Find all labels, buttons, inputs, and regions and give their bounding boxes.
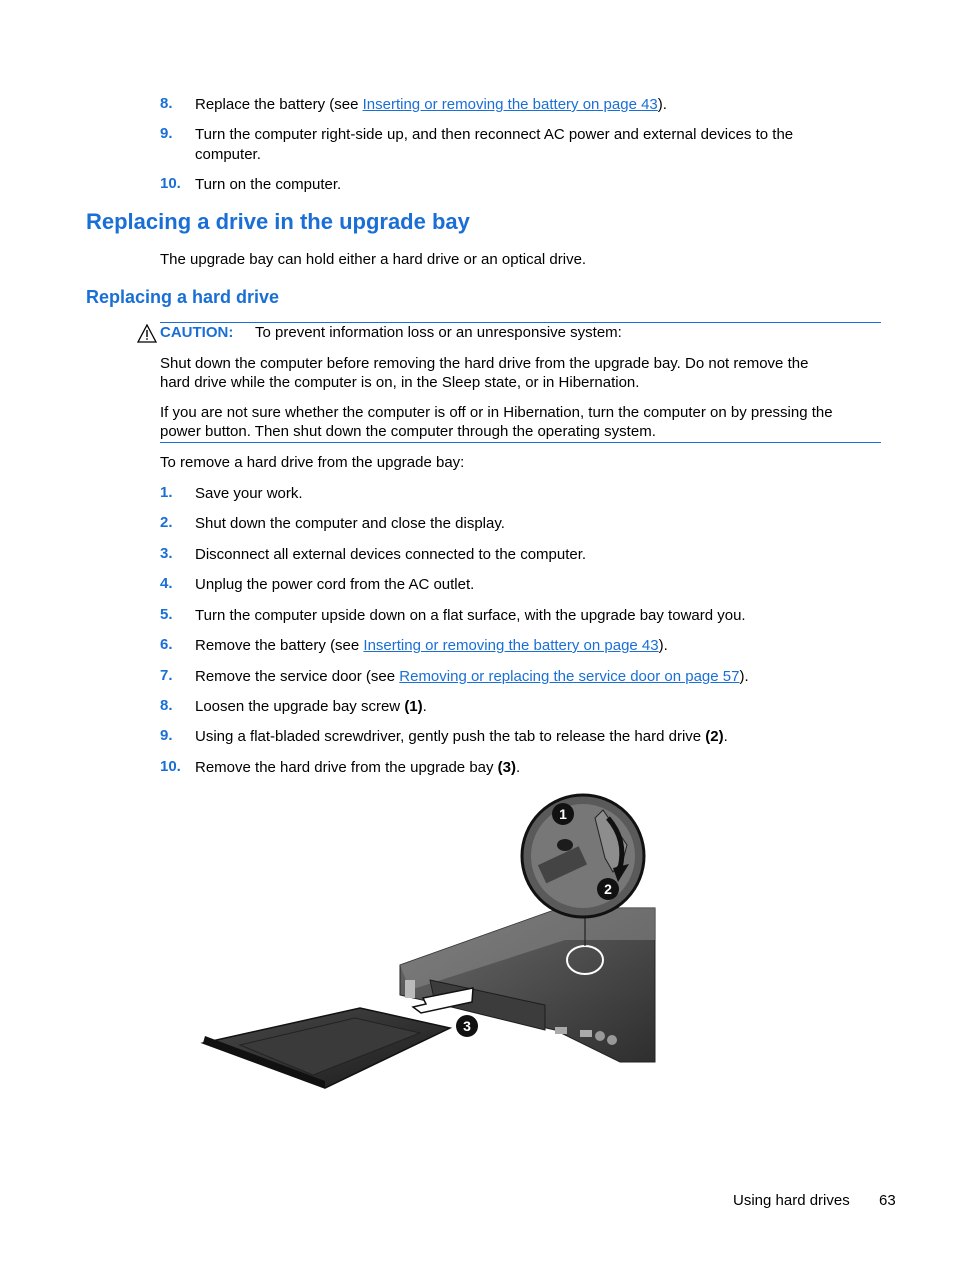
step-text: Remove the battery (see Inserting or removing the battery on page 43). <box>195 637 668 654</box>
subsection-title: Replacing a hard drive <box>86 287 280 307</box>
step-text: Turn the computer upside down on a flat surface, with the upgrade bay toward you. <box>195 607 746 624</box>
hard-drive-removal-illustration <box>195 790 665 1100</box>
port-icon <box>607 1035 617 1045</box>
page-number: 63 <box>879 1192 896 1209</box>
service-door-link[interactable]: Removing or replacing the service door on page 57 <box>399 668 740 685</box>
step-text: Disconnect all external devices connected to the computer. <box>195 546 587 563</box>
step-text: Turn the computer right-side up, and then reconnect AC power and external devices to the <box>195 126 794 143</box>
step-number: 4. <box>160 575 173 592</box>
port-icon <box>405 980 415 998</box>
callout-3 <box>456 1015 478 1037</box>
caution-paragraph: hard drive while the computer is on, in the Sleep state, or in Hibernation. <box>160 374 640 391</box>
footer-section-title: Using hard drives <box>733 1192 850 1209</box>
caution-text: To prevent information loss or an unresponsive system: <box>255 324 622 341</box>
step-text: Save your work. <box>195 485 303 502</box>
step-text: Using a flat-bladed screwdriver, gently push the tab to release the hard drive (2). <box>195 728 728 745</box>
caution-paragraph: Shut down the computer before removing the hard drive from the upgrade bay. Do not remove the <box>160 355 809 372</box>
screw-icon <box>557 839 573 851</box>
caution-label: CAUTION: <box>160 324 234 341</box>
step-number: 5. <box>160 606 173 623</box>
caution-bottom-rule <box>160 442 881 443</box>
step-text: computer. <box>195 146 261 163</box>
step-number: 10. <box>160 175 181 192</box>
caution-paragraph: power button. Then shut down the computer through the operating system. <box>160 423 656 440</box>
step-text: Remove the service door (see Removing or replacing the service door on page 57). <box>195 668 749 685</box>
callout-2 <box>597 878 619 900</box>
caution-paragraph: If you are not sure whether the computer is off or in Hibernation, turn the computer on by pressing the <box>160 404 833 421</box>
step-text: Shut down the computer and close the display. <box>195 515 505 532</box>
step-number: 8. <box>160 697 173 714</box>
step-number: 8. <box>160 95 173 112</box>
step-text: Replace the battery (see Inserting or removing the battery on page 43). <box>195 96 667 113</box>
callout-label: 1 <box>559 806 567 822</box>
step-number: 9. <box>160 727 173 744</box>
step-number: 3. <box>160 545 173 562</box>
warning-icon <box>137 324 157 343</box>
procedure-intro: To remove a hard drive from the upgrade bay: <box>160 454 465 471</box>
step-text: Turn on the computer. <box>195 176 342 193</box>
battery-link[interactable]: Inserting or removing the battery on page 43 <box>362 96 658 113</box>
port-icon <box>595 1031 605 1041</box>
port-icon <box>580 1030 592 1037</box>
step-text: Remove the hard drive from the upgrade bay (3). <box>195 759 521 776</box>
callout-label: 3 <box>463 1018 471 1034</box>
battery-link[interactable]: Inserting or removing the battery on page 43 <box>363 637 659 654</box>
step-number: 1. <box>160 484 173 501</box>
step-number: 6. <box>160 636 173 653</box>
step-number: 2. <box>160 514 173 531</box>
step-text: Unplug the power cord from the AC outlet. <box>195 576 475 593</box>
section-title: Replacing a drive in the upgrade bay <box>86 209 470 234</box>
caution-line <box>160 323 233 343</box>
callout-label: 2 <box>604 881 612 897</box>
callout-1 <box>552 803 574 825</box>
step-number: 9. <box>160 125 173 142</box>
port-icon <box>555 1027 567 1034</box>
section-intro: The upgrade bay can hold either a hard drive or an optical drive. <box>160 251 587 268</box>
step-number: 10. <box>160 758 181 775</box>
step-number: 7. <box>160 667 173 684</box>
step-text: Loosen the upgrade bay screw (1). <box>195 698 427 715</box>
